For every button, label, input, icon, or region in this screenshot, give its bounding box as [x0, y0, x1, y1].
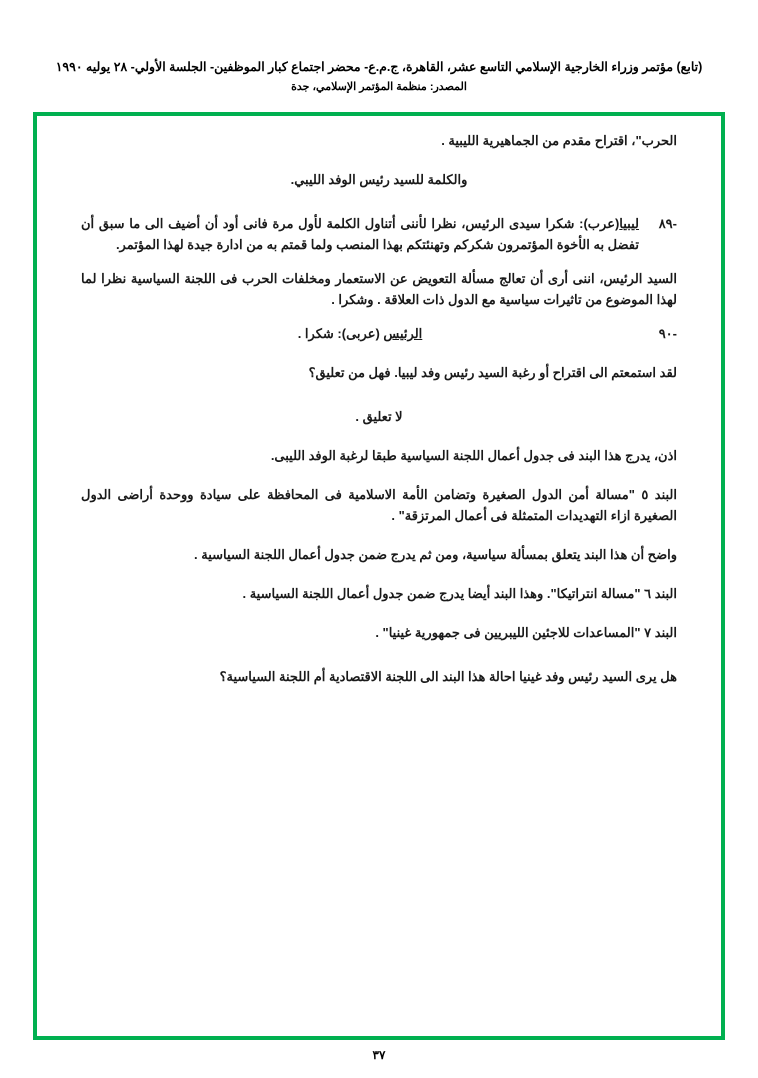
- speech-text-89: شكرا سيدى الرئيس، نظرا لأننى أتناول الكلمة لأول مرة فانى أود أن أضيف الى ما سبق أن تفضل به الأخوة المؤتمرون شكركم وتهنئتكم بهذا المنصب ولما قمتم به من ادارة جيدة لهذا المؤتمر.: [81, 216, 639, 252]
- speech-item-90: [81, 323, 677, 344]
- paragraph-9: البند ٦ "مسالة انتراتيكا". وهذا البند أيضا يدرج ضمن جدول أعمال اللجنة السياسية .: [242, 586, 677, 601]
- speech-text-90: شكرا .: [297, 326, 334, 341]
- paragraph-4: لقد استمعتم الى اقتراح أو رغبة السيد رئيس وفد ليبيا. فهل من تعليق؟: [308, 365, 677, 380]
- spacer: [81, 656, 677, 666]
- document-header: [28, 58, 730, 96]
- paragraph-6: اذن، يدرج هذا البند فى جدول أعمال اللجنة السياسية طبقا لرغبة الوفد الليبى.: [270, 448, 677, 463]
- paragraph-8: واضح أن هذا البند يتعلق بمسألة سياسية، ومن ثم يدرج ضمن جدول أعمال اللجنة السياسية .: [194, 547, 677, 562]
- speaker-name-89: ليبيا: [619, 216, 639, 231]
- page-number: ٣٧: [372, 1048, 386, 1062]
- speech-number-90: -٩٠: [658, 326, 677, 341]
- header-title-line: (تابع) مؤتمر وزراء الخارجية الإسلامي التاسع عشر، القاهرة، ج.م.ع- محضر اجتماع كبار الموظفين- الجلسة الأولي- ٢٨ يوليه ١٩٩٠: [55, 60, 703, 74]
- speaker-lang-90: (عربى):: [337, 326, 380, 341]
- paragraph-7: البند ٥ "مسالة أمن الدول الصغيرة وتضامن الأمة الاسلامية فى المحافظة على سيادة ووحدة أراضى الدول الصغيرة ازاء التهديدات المتمثلة فى أعمال المرتزقة" .: [81, 487, 677, 523]
- paragraph-2: والكلمة للسيد رئيس الوفد الليبي.: [290, 172, 468, 187]
- spacer: [81, 396, 677, 406]
- speech-body-89: [81, 213, 639, 255]
- paragraph-11: هل يرى السيد رئيس وفد غينيا احالة هذا البند الى اللجنة الاقتصادية أم اللجنة السياسية؟: [219, 669, 677, 684]
- speaker-name-90: الرئيس: [383, 326, 423, 341]
- header-source-line: المصدر: منظمة المؤتمر الإسلامي، جدة: [291, 81, 467, 93]
- speech-item-89: [81, 213, 677, 255]
- content-frame: [33, 112, 725, 1040]
- paragraph-5: لا تعليق .: [355, 409, 403, 424]
- spacer: [81, 203, 677, 213]
- paragraph-10: البند ٧ "المساعدات للاجئين الليبريين فى جمهورية غينيا" .: [375, 625, 677, 640]
- document-body: [81, 130, 677, 700]
- speaker-lang-89: (عرب):: [579, 216, 620, 231]
- speech-number-89: -٨٩: [658, 216, 677, 231]
- speech-body-90: [81, 323, 639, 344]
- paragraph-1: الحرب"، اقتراح مقدم من الجماهيرية الليبية .: [441, 133, 677, 148]
- paragraph-3: السيد الرئيس، اننى أرى أن تعالج مسألة التعويض عن الاستعمار ومخلفات الحرب فى اللجنة السياسية نظرا لما لهذا الموضوع من تاثيرات سياسية مع الدول ذات العلاقة . وشكرا .: [81, 271, 677, 307]
